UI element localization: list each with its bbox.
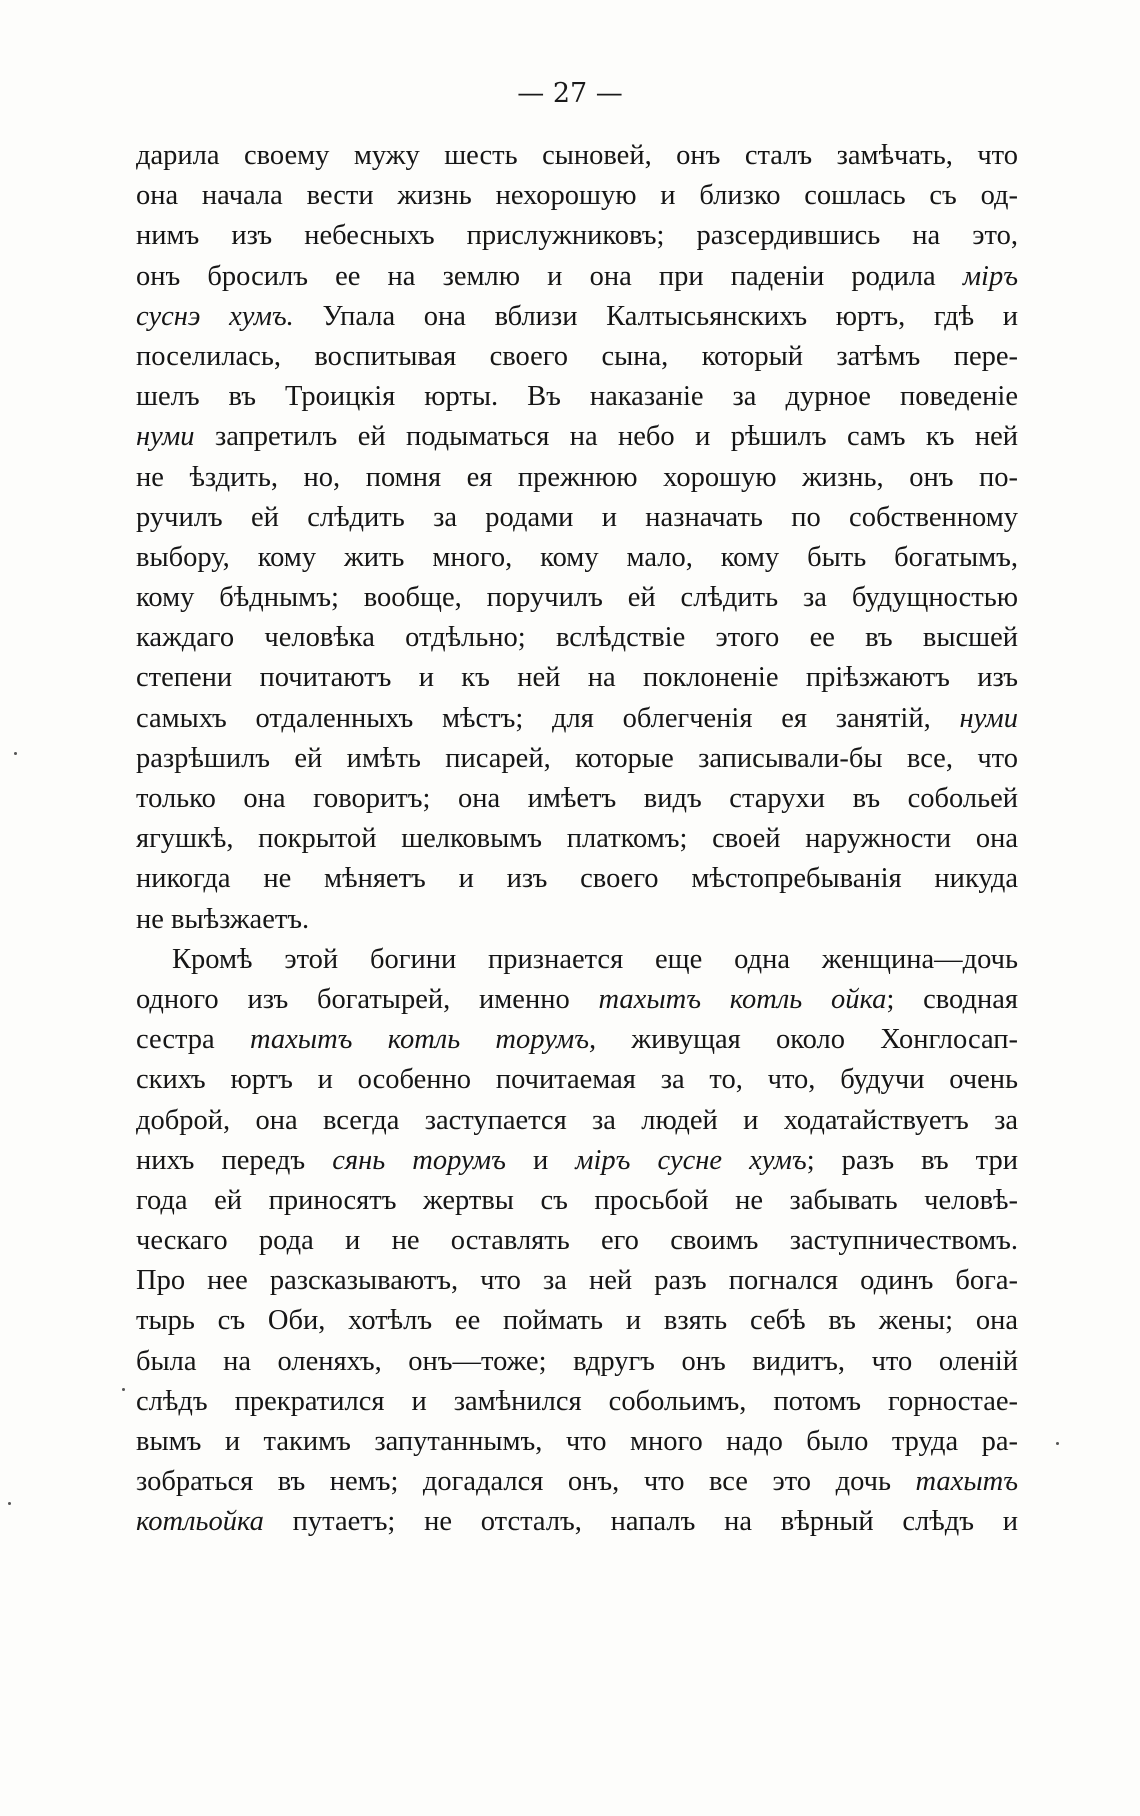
text-line [136, 1502, 1018, 1542]
text-line [136, 1462, 1018, 1502]
text-line [136, 900, 1018, 940]
text-run: года ей приносятъ жертвы съ просьбой не забывать человѣ- [136, 1184, 1018, 1216]
text-line [136, 859, 1018, 899]
print-speck [1056, 1442, 1059, 1445]
text-line [136, 578, 1018, 618]
italic-term: тахытъ котль торумъ, [249, 1024, 597, 1056]
text-run: шелъ въ Троицкія юрты. Въ наказаніе за дурное поведеніе [136, 381, 1018, 413]
text-run: сестра [136, 1024, 250, 1056]
text-run: Упала она вблизи Калтысьянскихъ юртъ, гдѣ и [293, 300, 1018, 332]
text-line [136, 980, 1018, 1020]
text-run: запретилъ ей подыматься на небо и рѣшилъ самъ къ ней [194, 421, 1018, 453]
text-line [136, 1261, 1018, 1301]
text-run: онъ бросилъ ее на землю и она при паденіи родила [136, 260, 963, 292]
page-number: — 27 — [517, 78, 623, 109]
text-line [136, 498, 1018, 538]
text-line [136, 1181, 1018, 1221]
text-line [136, 618, 1018, 658]
text-line [136, 176, 1018, 216]
text-run: ; разъ въ три [806, 1144, 1018, 1176]
print-speck [8, 1502, 11, 1505]
text-run: и [505, 1144, 576, 1176]
text-run: нимъ изъ небесныхъ прислужниковъ; разсердившись на это, [136, 220, 1018, 252]
italic-term: тахытъ [915, 1466, 1018, 1498]
text-line [136, 739, 1018, 779]
text-run: Про нее разсказываютъ, что за ней разъ погнался одинъ бога- [136, 1265, 1018, 1297]
text-line [136, 257, 1018, 297]
italic-term: сянь торумъ [332, 1144, 506, 1176]
text-run: одного изъ богатырей, именно [136, 983, 599, 1015]
italic-term: міръ сусне хумъ [575, 1144, 807, 1176]
text-line [136, 1422, 1018, 1462]
text-run: тырь съ Оби, хотѣлъ ее поймать и взять себѣ въ жены; она [136, 1305, 1018, 1337]
text-run: только она говоритъ; она имѣетъ видъ старухи въ собольей [136, 783, 1018, 814]
text-line [136, 1342, 1018, 1382]
text-run: дарила своему мужу шесть сыновей, онъ сталъ замѣчать, что [136, 140, 1018, 171]
text-run: степени почитаютъ и къ ней на поклоненіе пріѣзжаютъ изъ [136, 662, 1018, 694]
italic-term: котльойка [136, 1506, 264, 1538]
text-run: зобраться въ немъ; догадался онъ, что все это дочь [136, 1466, 916, 1498]
text-run: живущая около Хонглосап- [596, 1024, 1018, 1056]
text-run: она начала вести жизнь нехорошую и близко сошлась съ од- [136, 180, 1018, 212]
italic-term: міръ [962, 260, 1018, 292]
italic-term: тахытъ котль ойка [598, 983, 887, 1015]
text-run: вымъ и такимъ запутаннымъ, что много надо было труда ра- [136, 1426, 1018, 1457]
text-line [136, 1301, 1018, 1341]
text-line [136, 1221, 1018, 1261]
text-run: ручилъ ей слѣдить за родами и назначать по собственному [136, 501, 1018, 533]
text-run: путаетъ; не отсталъ, напалъ на вѣрный слѣдъ и [263, 1506, 1018, 1538]
text-line [136, 1101, 1018, 1141]
text-line [136, 940, 1018, 980]
italic-term: суснэ хумъ. [136, 300, 294, 332]
text-run: разрѣшилъ ей имѣть писарей, которые записывали-бы все, что [136, 742, 1018, 774]
print-speck [14, 752, 17, 755]
text-run: ягушкѣ, покрытой шелковымъ платкомъ; своей наружности она [136, 823, 1018, 855]
text-run: нихъ передъ [136, 1144, 333, 1176]
italic-term: нуми [959, 702, 1018, 734]
text-run: была на оленяхъ, онъ—тоже; вдругъ онъ видитъ, что оленій [136, 1345, 1018, 1377]
text-line [136, 1060, 1018, 1100]
text-run: не выѣзжаетъ. [136, 903, 310, 935]
text-run: ; сводная [886, 983, 1018, 1015]
text-run: ческаго рода и не оставлять его своимъ заступничествомъ. [136, 1225, 1018, 1257]
italic-term: нуми [136, 421, 195, 453]
text-line [136, 337, 1018, 377]
text-line [136, 417, 1018, 457]
text-line [136, 136, 1018, 176]
text-line [136, 377, 1018, 417]
text-line [136, 216, 1018, 256]
text-run: каждаго человѣка отдѣльно; вслѣдствіе этого ее въ высшей [136, 622, 1018, 654]
text-run: никогда не мѣняетъ и изъ своего мѣстопребыванія никуда [136, 863, 1018, 895]
text-line [136, 297, 1018, 337]
text-line [136, 1020, 1018, 1060]
text-line [136, 658, 1018, 698]
body-text [136, 136, 1018, 1543]
text-run: слѣдъ прекратился и замѣнился собольимъ, потомъ горностае- [136, 1385, 1018, 1417]
text-line [136, 458, 1018, 498]
text-run: скихъ юртъ и особенно почитаемая за то, что, будучи очень [136, 1064, 1018, 1096]
text-run: доброй, она всегда заступается за людей и ходатайствуетъ за [136, 1104, 1018, 1136]
text-line [136, 779, 1018, 819]
text-run: выбору, кому жить много, кому мало, кому быть богатымъ, [136, 541, 1018, 573]
text-line [136, 538, 1018, 578]
text-line [136, 699, 1018, 739]
text-run: кому бѣднымъ; вообще, поручилъ ей слѣдить за будущностью [136, 582, 1018, 614]
print-speck [122, 1388, 125, 1391]
text-run: Кромѣ этой богини признается еще одна женщина—дочь [172, 943, 1018, 975]
text-run: самыхъ отдаленныхъ мѣстъ; для облегченія ея занятій, [136, 702, 960, 734]
text-line [136, 1382, 1018, 1422]
text-line [136, 819, 1018, 859]
text-line [136, 1141, 1018, 1181]
text-run: не ѣздить, но, помня ея прежнюю хорошую жизнь, онъ по- [136, 461, 1018, 493]
text-run: поселилась, воспитывая своего сына, который затѣмъ пере- [136, 340, 1018, 372]
